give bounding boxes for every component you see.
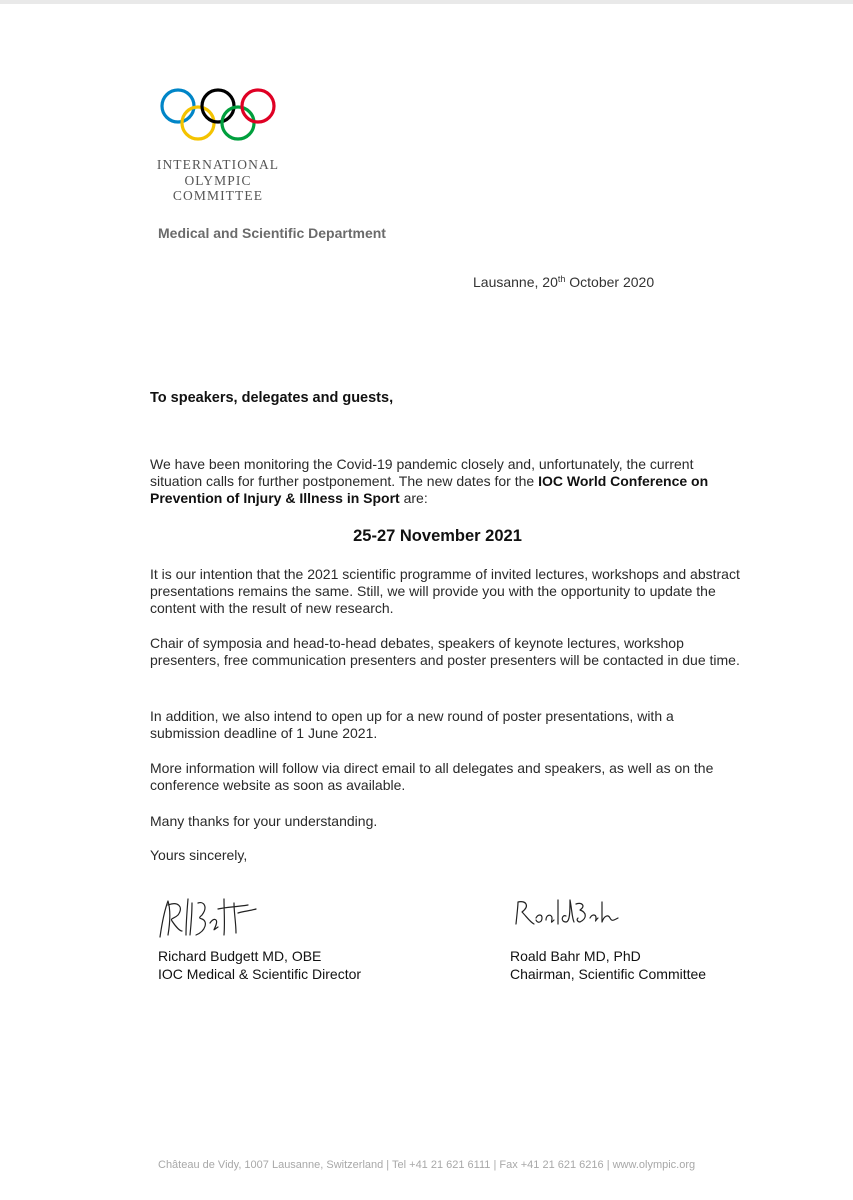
salutation: To speakers, delegates and guests, (150, 390, 394, 406)
green-ring-icon (222, 107, 254, 139)
new-conference-dates: 25-27 November 2021 (353, 527, 522, 545)
signatory-name: Roald Bahr MD, PhD (510, 948, 641, 964)
intro-text: We have been monitoring the Covid-19 pandemic closely and, unfortunately, the current situation calls for further postponement. The new dates for the (150, 456, 694, 489)
body-paragraph-information: More information will follow via direct email to all delegates and speakers, as well as on the conference website as soon as available. (150, 760, 714, 793)
letterhead-footer: Château de Vidy, 1007 Lausanne, Switzerland | Tel +41 21 621 6111 | Fax +41 21 621 6216 | www.olympic.org (158, 1159, 696, 1171)
red-ring-icon (242, 90, 274, 122)
intro-text-end: are: (399, 490, 428, 506)
date-city: Lausanne, 20 (473, 274, 558, 290)
body-paragraph-contact: Chair of symposia and head-to-head debates, speakers of keynote lectures, workshop presenters, free communication presenters and poster presenters will be contacted in due time. (150, 635, 740, 668)
intro-paragraph (150, 456, 740, 507)
closing-phrase: Yours sincerely, (150, 847, 248, 863)
organization-name-line: OLYMPIC (184, 172, 252, 188)
olympic-rings-logo (158, 86, 280, 144)
date-day-suffix: th (557, 274, 566, 284)
organization-name (148, 157, 288, 204)
date-month-year: October 2020 (565, 274, 655, 290)
signatory-bahr (510, 947, 706, 983)
body-paragraph-programme: It is our intention that the 2021 scientific programme of invited lectures, workshops and abstract presentations remains the same. Still, we will provide you with the opportunity to update the content with the result of new research. (150, 566, 740, 616)
signatory-budgett (158, 947, 361, 983)
organization-name-line: INTERNATIONAL (156, 157, 280, 172)
letter-date (473, 274, 654, 290)
organization-name-line: COMMITTEE (172, 188, 264, 203)
blue-ring-icon (162, 90, 194, 122)
body-paragraph-thanks: Many thanks for your understanding. (150, 813, 378, 829)
conference-name: IOC World Conference on Prevention of Injury & Illness in Sport (150, 473, 709, 506)
page-top-edge (0, 0, 853, 4)
signatory-name: Richard Budgett MD, OBE (158, 948, 322, 964)
yellow-ring-icon (182, 107, 214, 139)
signatory-title: IOC Medical & Scientific Director (158, 966, 362, 982)
handwritten-signature-icon (510, 896, 620, 932)
black-ring-icon (202, 90, 234, 122)
department-name: Medical and Scientific Department (158, 225, 386, 241)
signatory-title: Chairman, Scientific Committee (510, 966, 707, 982)
handwritten-signature-icon (152, 893, 264, 943)
body-paragraph-posters: In addition, we also intend to open up for a new round of poster presentations, with a submission deadline of 1 June 2021. (150, 708, 674, 741)
